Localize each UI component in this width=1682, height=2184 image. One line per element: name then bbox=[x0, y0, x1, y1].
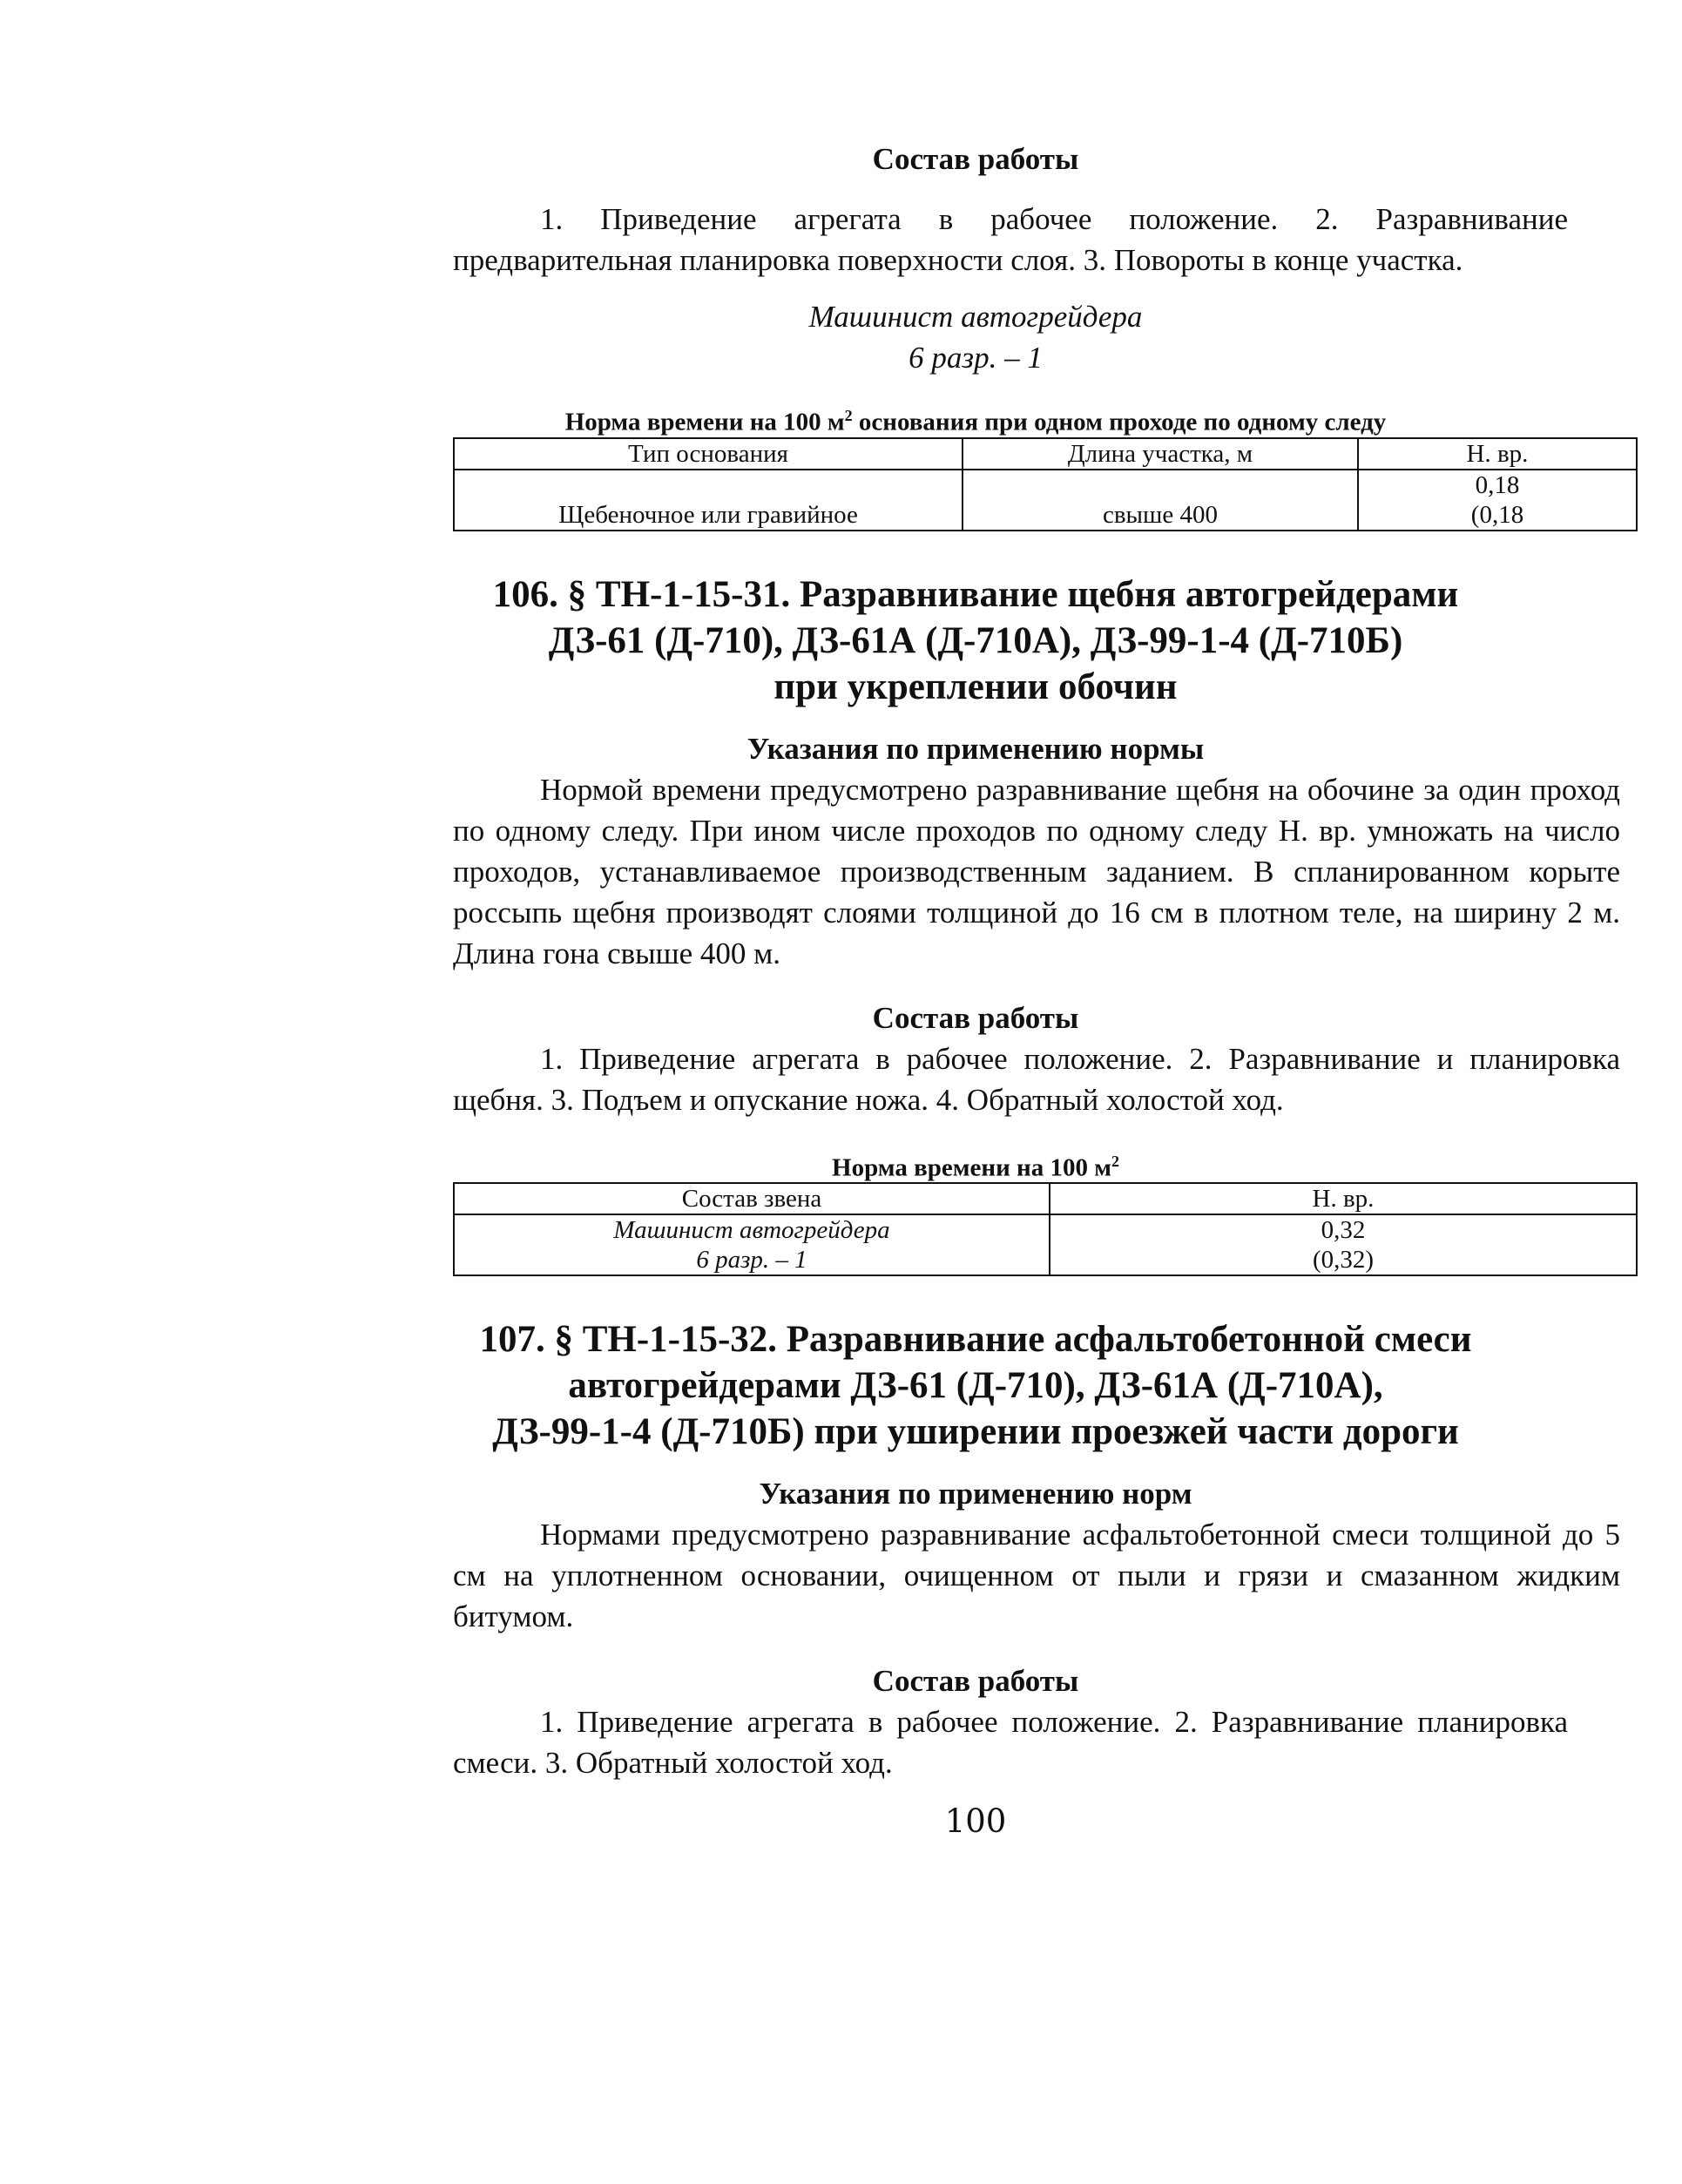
section-106-usage-heading: Указания по применению нормы bbox=[746, 731, 1205, 766]
document-page bbox=[453, 139, 1620, 1840]
table-caption: Норма времени на 100 $м^2$ основания при одном проходе по одному следу bbox=[564, 407, 1387, 436]
section-106-title: 106. § ТН-1-15-31. Разравнивание щебня автогрейдерами ДЗ-61 (Д-710), ДЗ-61А (Д-710А), ДЗ-99-1-4 (Д-710Б) при укреплении обочин bbox=[492, 573, 1459, 707]
table-header-row bbox=[454, 438, 1637, 470]
section-106-work-text: 1. Приведение агрегата в рабочее положение. 2. Разравнивание и планировка щебня. 3. Подъем и опускание ножа. 4. Обратный холостой ход. bbox=[453, 1041, 1620, 1117]
cell-norm: 0,32 (0,32) bbox=[1050, 1214, 1637, 1275]
section-106-work-heading: Состав работы bbox=[872, 1000, 1079, 1035]
page-number: 100 bbox=[944, 1802, 1007, 1841]
section-107-usage-heading: Указания по применению норм bbox=[759, 1477, 1192, 1511]
norm-table-106 bbox=[453, 1182, 1638, 1276]
header-base-type: Тип основания bbox=[454, 438, 963, 470]
header-length: Длина участка, м bbox=[963, 438, 1358, 470]
section-107-work-text: 1. Приведение агрегата в рабочее положение. 2. Разравнивание планировка смеси. 3. Обратный холостой ход. bbox=[453, 1705, 1568, 1781]
work-composition-text: 1. Приведение агрегата в рабочее положение. 2. Разравнивание предварительная планировка поверхности слоя. 3. Повороты в конце участка. bbox=[453, 202, 1568, 277]
norm-table-base bbox=[453, 437, 1638, 531]
cell-norm: 0,18 (0,18 bbox=[1358, 470, 1637, 531]
table-row bbox=[454, 1214, 1637, 1275]
section-106-table-caption: Норма времени на 100 $м^2$ bbox=[832, 1152, 1119, 1182]
work-composition-heading: Состав работы bbox=[872, 142, 1079, 176]
table-header-row bbox=[454, 1183, 1637, 1214]
header-crew: Состав звена bbox=[454, 1183, 1050, 1214]
header-norm: Н. вр. bbox=[1358, 438, 1637, 470]
crew-line-2: 6 разр. – 1 bbox=[909, 341, 1043, 375]
crew-line-1: Машинист автогрейдера bbox=[808, 300, 1143, 334]
section-107-title: 107. § ТН-1-15-32. Разравнивание асфальтобетонной смеси автогрейдерами ДЗ-61 (Д-710), ДЗ-61А (Д-710А), ДЗ-99-1-4 (Д-710Б) при уширении проезжей части дороги bbox=[479, 1319, 1472, 1453]
cell-crew: Машинист автогрейдера 6 разр. – 1 bbox=[454, 1214, 1050, 1275]
table-row bbox=[454, 470, 1637, 531]
cell-base-type: Щебеночное или гравийное bbox=[454, 470, 963, 531]
section-107-work-heading: Состав работы bbox=[872, 1664, 1079, 1699]
section-106-usage-text: Нормой времени предусмотрено разравнивание щебня на обочине за один проход по одному следу. При ином числе проходов по одному следу Н. вр. умножать на число проходов, устанавливаемое производственным заданием. В спланированном корыте россыпь щебня производят слоями толщиной до 16 см в плотном теле, на ширину 2 м. Длина гона свыше 400 м. bbox=[453, 772, 1620, 970]
section-107-usage-text: Нормами предусмотрено разравнивание асфальтобетонной смеси толщиной до 5 см на уплотненном основании, очищенном от пыли и грязи и смазанном жидким битумом. bbox=[453, 1518, 1620, 1634]
cell-length: свыше 400 bbox=[963, 470, 1358, 531]
header-norm: Н. вр. bbox=[1050, 1183, 1637, 1214]
